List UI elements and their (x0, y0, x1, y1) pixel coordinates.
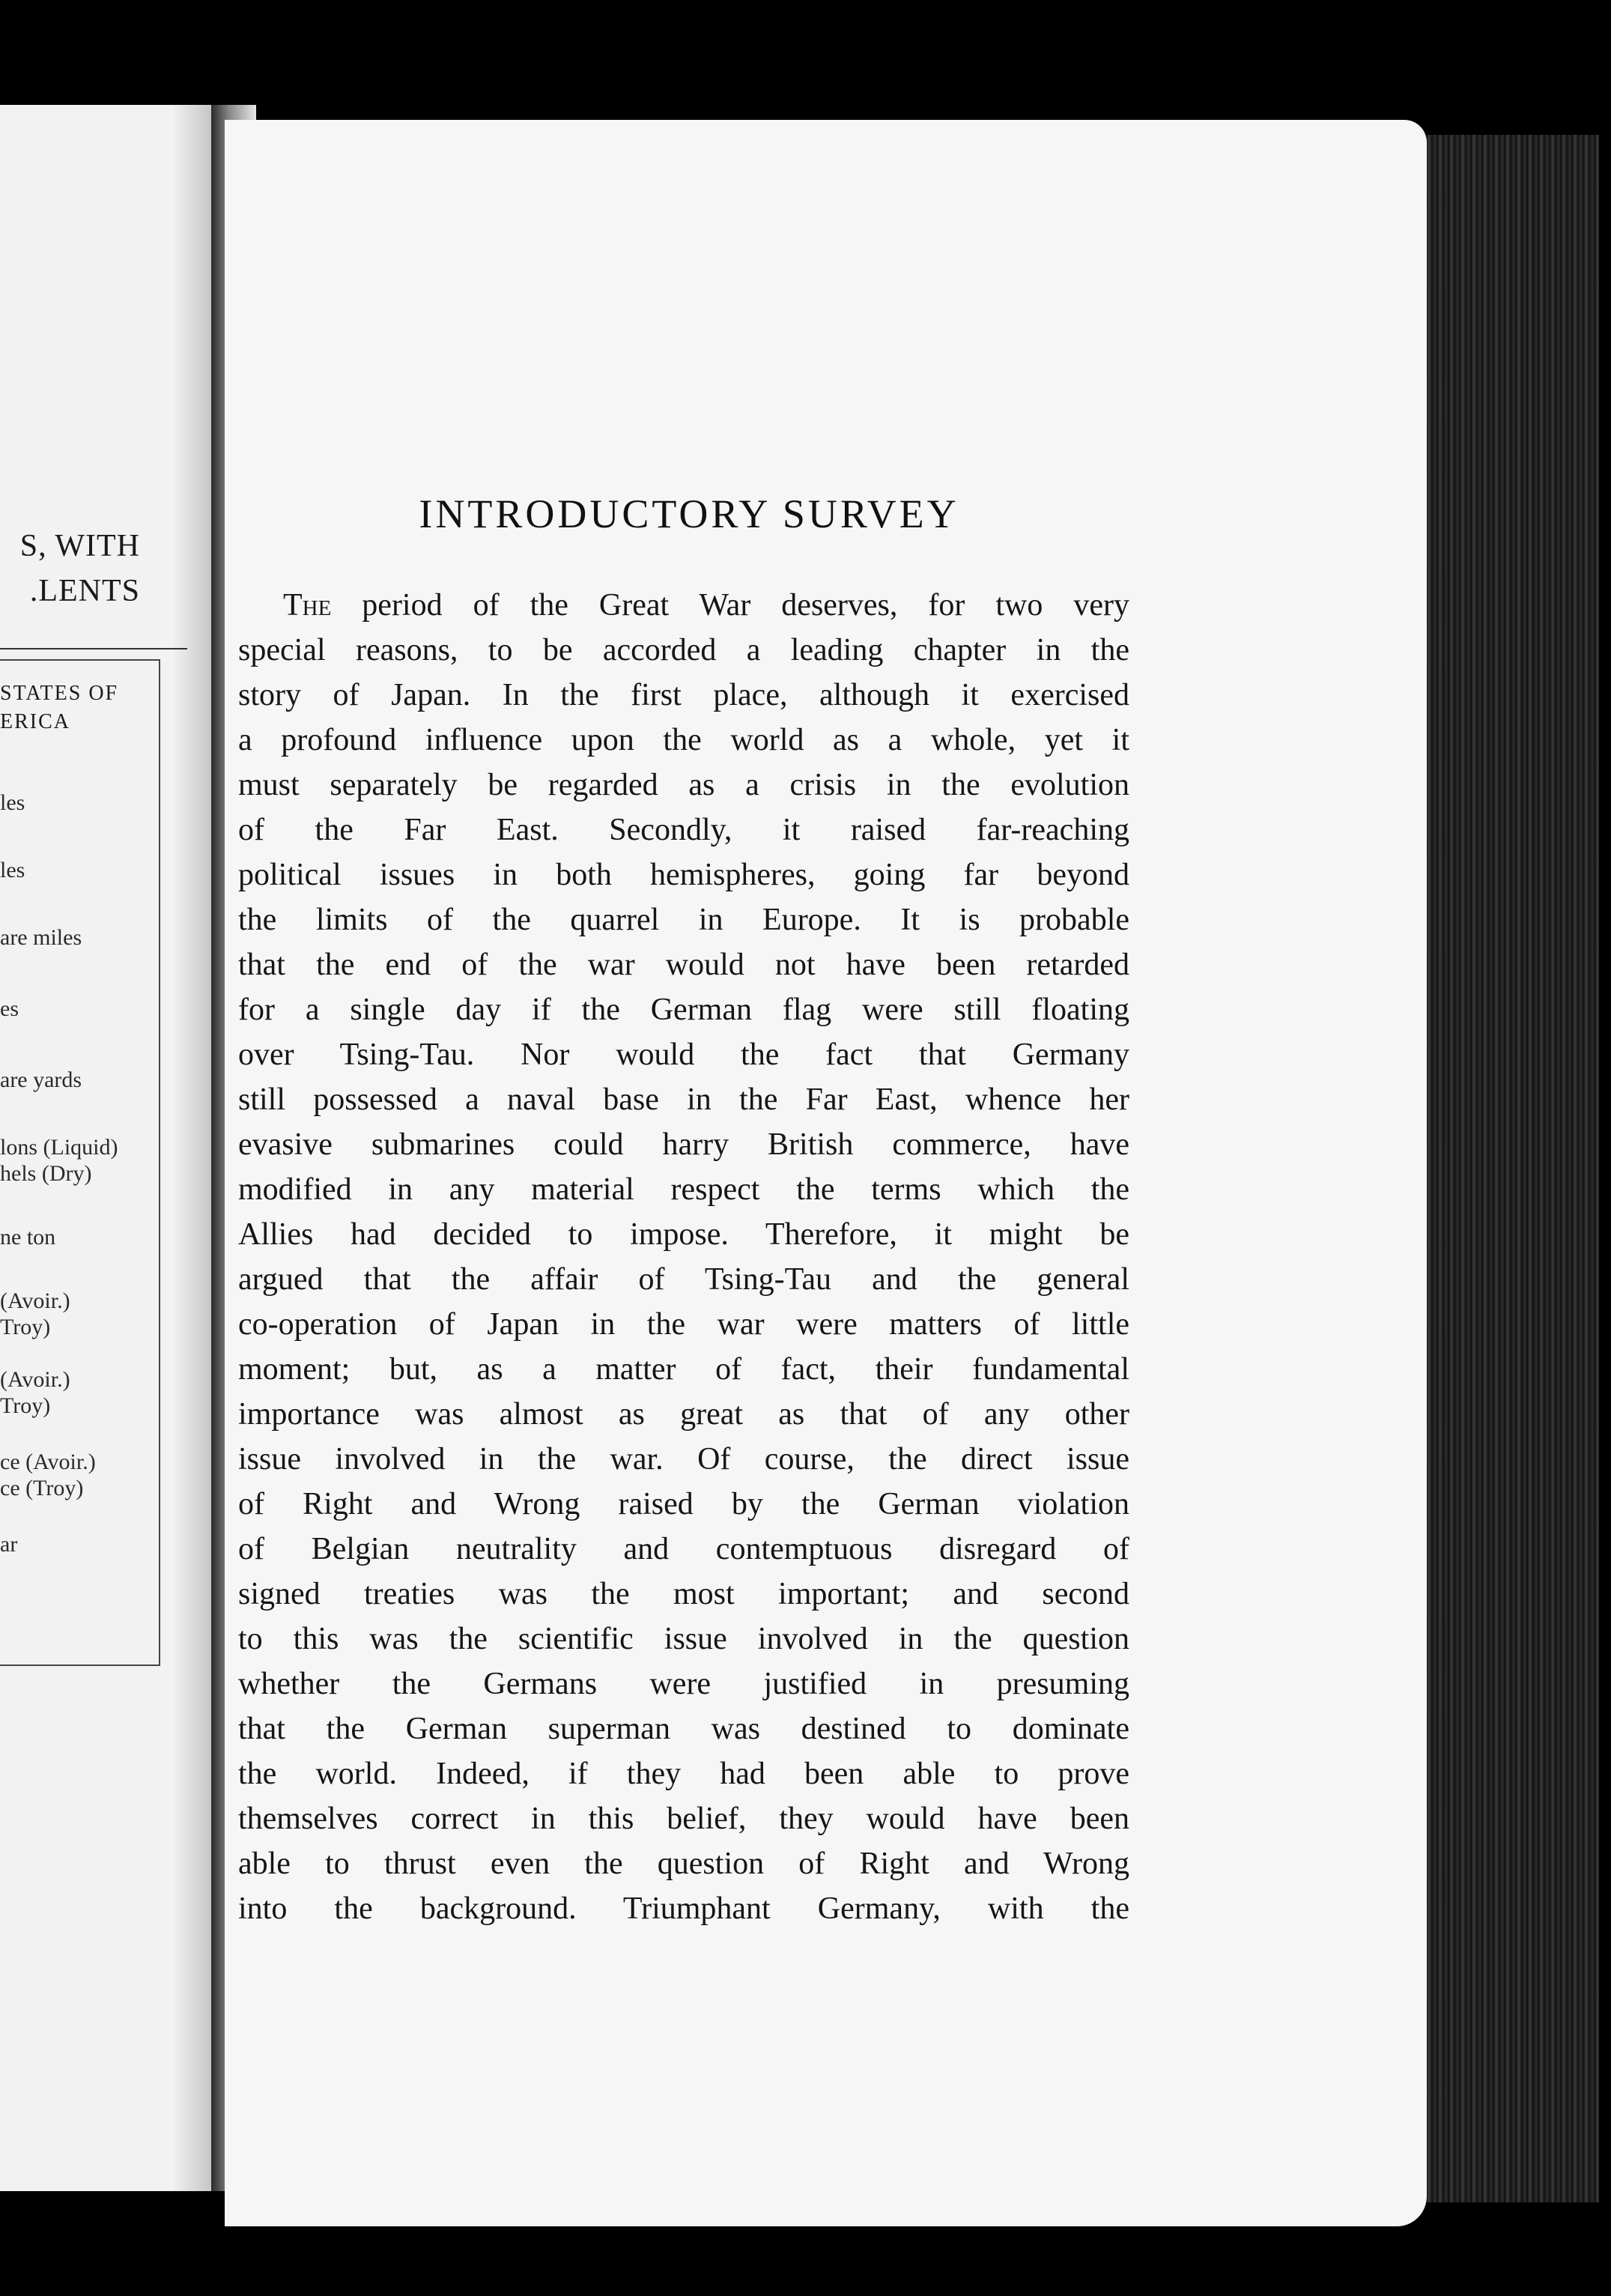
text-line: issue involved in the war. Of course, the direct issue (238, 1442, 1129, 1476)
text-line: Allies had decided to impose. Therefore, it might be (238, 1217, 1129, 1252)
text-line: signed treaties was the most important; and second (238, 1577, 1129, 1611)
left-table-unit: ce (Troy) (0, 1476, 84, 1500)
left-table-unit: hels (Dry) (0, 1161, 92, 1186)
text-line: into the background. Triumphant Germany, with the (238, 1891, 1129, 1926)
text-line: that the German superman was destined to dominate (238, 1712, 1129, 1746)
text-line: whether the Germans were justified in presuming (238, 1667, 1129, 1701)
left-table-unit: Troy) (0, 1393, 51, 1418)
left-table-unit: es (0, 996, 19, 1021)
left-divider (0, 648, 187, 649)
text-line: evasive submarines could harry British commerce, have (238, 1127, 1129, 1162)
left-table-header-line-1: STATES OF (0, 682, 119, 705)
text-line: story of Japan. In the first place, although it exercised (238, 678, 1129, 712)
left-table-unit: les (0, 858, 25, 882)
left-table-unit: are yards (0, 1067, 82, 1092)
left-table-unit: ce (Avoir.) (0, 1450, 96, 1474)
text-line-rest: period of the Great War deserves, for two very (331, 588, 1129, 623)
text-line: still possessed a naval base in the Far East, whence her (238, 1082, 1129, 1117)
left-heading-line-2: .LENTS (29, 574, 140, 608)
text-line: for a single day if the German flag were still floating (238, 993, 1129, 1027)
text-line: political issues in both hemispheres, going far beyond (238, 858, 1129, 892)
text-line: modified in any material respect the terms which the (238, 1172, 1129, 1207)
text-line: the limits of the quarrel in Europe. It is probable (238, 903, 1129, 937)
text-line: special reasons, to be accorded a leading chapter in the (238, 633, 1129, 667)
text-line: of the Far East. Secondly, it raised far-reaching (238, 813, 1129, 847)
text-line: of Belgian neutrality and contemptuous disregard of (238, 1532, 1129, 1566)
left-table-unit: are miles (0, 925, 82, 950)
left-table-unit: les (0, 790, 25, 815)
left-table-unit: Troy) (0, 1315, 51, 1339)
text-line: importance was almost as great as that of any other (238, 1397, 1129, 1432)
body-text (238, 583, 1129, 1931)
left-table-unit: ar (0, 1532, 18, 1557)
left-table-unit: ne ton (0, 1225, 56, 1250)
text-line: to this was the scientific issue involved in the question (238, 1622, 1129, 1656)
text-line: a profound influence upon the world as a whole, yet it (238, 723, 1129, 757)
text-line: moment; but, as a matter of fact, their fundamental (238, 1352, 1129, 1387)
left-table-unit: (Avoir.) (0, 1288, 70, 1313)
text-line: must separately be regarded as a crisis in the evolution (238, 768, 1129, 802)
left-page-shadow (172, 105, 211, 2191)
text-line: able to thrust even the question of Right and Wrong (238, 1847, 1129, 1881)
text-line: of Right and Wrong raised by the German violation (238, 1487, 1129, 1521)
text-line (238, 583, 1129, 628)
text-line: the world. Indeed, if they had been able to prove (238, 1757, 1129, 1791)
page-block-edge (1427, 135, 1599, 2202)
left-table-unit: (Avoir.) (0, 1367, 70, 1392)
chapter-title: INTRODUCTORY SURVEY (419, 491, 959, 536)
first-word: The (283, 588, 332, 623)
left-heading-line-1: S, WITH (19, 529, 140, 563)
left-table-header-line-2: ERICA (0, 710, 70, 733)
text-line: themselves correct in this belief, they would have been (238, 1802, 1129, 1836)
text-line: that the end of the war would not have been retarded (238, 948, 1129, 982)
text-line: over Tsing-Tau. Nor would the fact that Germany (238, 1038, 1129, 1072)
text-line: co-operation of Japan in the war were matters of little (238, 1307, 1129, 1342)
left-table-unit: lons (Liquid) (0, 1135, 118, 1160)
text-line: argued that the affair of Tsing-Tau and the general (238, 1262, 1129, 1297)
